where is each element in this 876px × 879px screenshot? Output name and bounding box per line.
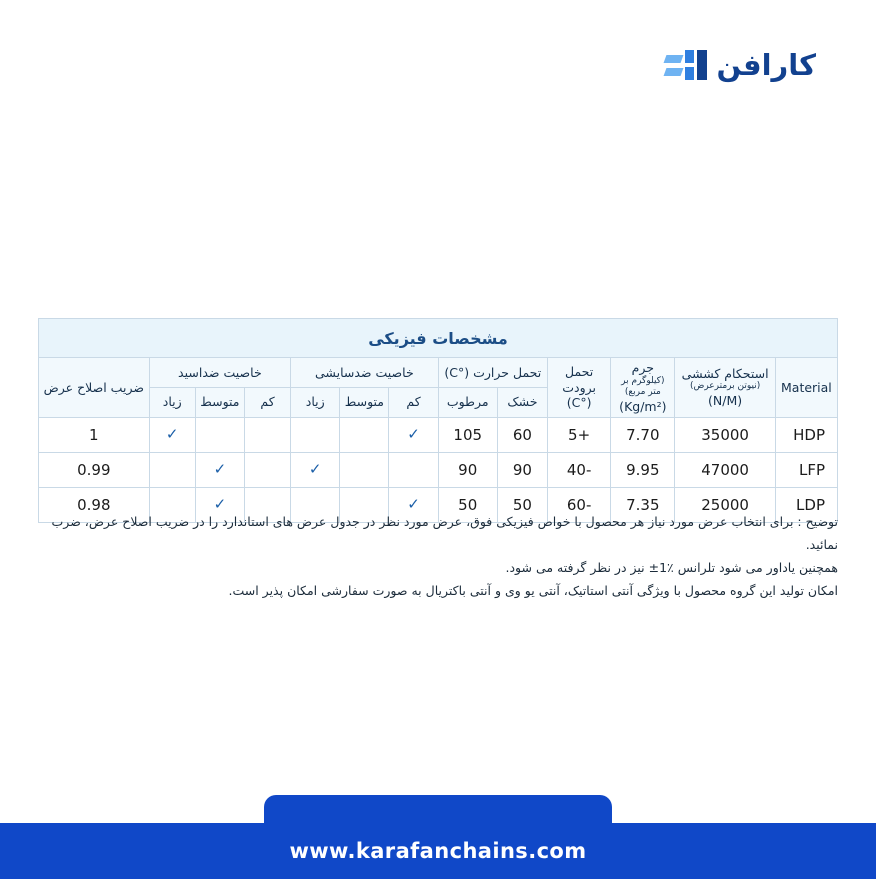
header-mass-label: جرم bbox=[631, 360, 655, 375]
cell-cold: -60 bbox=[548, 487, 611, 522]
header-abrasion-low: کم bbox=[389, 387, 438, 417]
cell-material: LDP bbox=[775, 487, 837, 522]
cell-abrasion-low bbox=[389, 452, 438, 487]
header-acid-mid: متوسط bbox=[195, 387, 244, 417]
cell-heat-dry: 60 bbox=[497, 417, 547, 452]
cell-acid-low bbox=[244, 452, 290, 487]
cell-acid-mid: ✓ bbox=[195, 452, 244, 487]
header-abrasion-mid: متوسط bbox=[340, 387, 389, 417]
karafan-logo-icon bbox=[665, 50, 707, 80]
physical-spec-table bbox=[38, 318, 838, 523]
header-acid: خاصیت ضداسید bbox=[149, 358, 290, 388]
header-tensile bbox=[675, 358, 775, 418]
header-mass-sub: (کیلوگرم بر متر مربع) bbox=[621, 375, 665, 398]
header-tensile-sub: (نیوتن برمترعرض) bbox=[689, 381, 761, 392]
cell-acid-mid: ✓ bbox=[195, 487, 244, 522]
cell-width-coef: 0.99 bbox=[39, 452, 150, 487]
cell-heat-wet: 50 bbox=[438, 487, 497, 522]
spec-table-container bbox=[38, 318, 838, 523]
cell-width-coef: 0.98 bbox=[39, 487, 150, 522]
cell-mass: 7.70 bbox=[611, 417, 675, 452]
cell-cold: -40 bbox=[548, 452, 611, 487]
header-material: Material bbox=[775, 358, 837, 418]
cell-heat-dry: 50 bbox=[497, 487, 547, 522]
header-acid-low: کم bbox=[244, 387, 290, 417]
header-abrasion: خاصیت ضدسایشی bbox=[291, 358, 439, 388]
cell-heat-wet: 90 bbox=[438, 452, 497, 487]
table-row bbox=[39, 452, 838, 487]
header-mass-unit: (Kg/m²) bbox=[619, 399, 667, 414]
header-heat: تحمل حرارت (°C) bbox=[438, 358, 547, 388]
notes-block bbox=[38, 510, 838, 603]
header-mass bbox=[611, 358, 675, 418]
cell-acid-mid bbox=[195, 417, 244, 452]
footer-website-text: www.karafanchains.com bbox=[289, 839, 587, 863]
cell-abrasion-mid bbox=[340, 452, 389, 487]
header-tensile-unit: (N/M) bbox=[708, 393, 743, 409]
cell-tensile: 25000 bbox=[675, 487, 775, 522]
header-heat-wet: مرطوب bbox=[438, 387, 497, 417]
header-cold bbox=[548, 358, 611, 418]
header-tensile-label: استحکام کششی bbox=[681, 365, 769, 381]
brand-logo bbox=[665, 47, 816, 82]
cell-cold: +5 bbox=[548, 417, 611, 452]
cell-material: LFP bbox=[775, 452, 837, 487]
footer-website-link[interactable] bbox=[0, 823, 876, 879]
header-width-coef: ضریب اصلاح عرض bbox=[39, 358, 150, 418]
header-heat-dry: خشک bbox=[497, 387, 547, 417]
cell-abrasion-high: ✓ bbox=[291, 452, 340, 487]
cell-acid-high bbox=[149, 452, 195, 487]
table-title-row bbox=[39, 319, 838, 358]
cell-abrasion-mid bbox=[340, 417, 389, 452]
cell-acid-low bbox=[244, 417, 290, 452]
footer-tab-shape bbox=[264, 795, 612, 823]
note-line-1: توضیح : برای انتخاب عرض مورد نیاز هر محصول با خواص فیزیکی فوق، عرض مورد نظر در جدول عرض های استاندارد را در ضریب اصلاح عرض، ضرب نمائید. bbox=[51, 514, 838, 553]
table-row bbox=[39, 417, 838, 452]
cell-material: HDP bbox=[775, 417, 837, 452]
note-line-2: همچنین یاداور می شود تلرانس ٪1± نیز در نظر گرفته می شود. bbox=[505, 560, 838, 576]
cell-heat-wet: 105 bbox=[438, 417, 497, 452]
cell-tensile: 47000 bbox=[675, 452, 775, 487]
cell-heat-dry: 90 bbox=[497, 452, 547, 487]
cell-mass: 7.35 bbox=[611, 487, 675, 522]
header-cold-label: تحمل برودت bbox=[562, 363, 596, 395]
header-cold-unit: (°C) bbox=[566, 395, 592, 411]
table-title: مشخصات فیزیکی bbox=[39, 319, 838, 358]
cell-abrasion-low: ✓ bbox=[389, 417, 438, 452]
header-acid-high: زیاد bbox=[149, 387, 195, 417]
cell-tensile: 35000 bbox=[675, 417, 775, 452]
note-line-3: امکان تولید این گروه محصول با ویژگی آنتی استاتیک، آنتی یو وی و آنتی باکتریال به صورت سفارشی امکان پذیر است. bbox=[228, 583, 838, 599]
cell-abrasion-high bbox=[291, 417, 340, 452]
logo-text: کارافن bbox=[716, 47, 816, 82]
table-header-row-1 bbox=[39, 358, 838, 388]
cell-abrasion-low: ✓ bbox=[389, 487, 438, 522]
cell-mass: 9.95 bbox=[611, 452, 675, 487]
cell-width-coef: 1 bbox=[39, 417, 150, 452]
header-abrasion-high: زیاد bbox=[291, 387, 340, 417]
cell-acid-high: ✓ bbox=[149, 417, 195, 452]
